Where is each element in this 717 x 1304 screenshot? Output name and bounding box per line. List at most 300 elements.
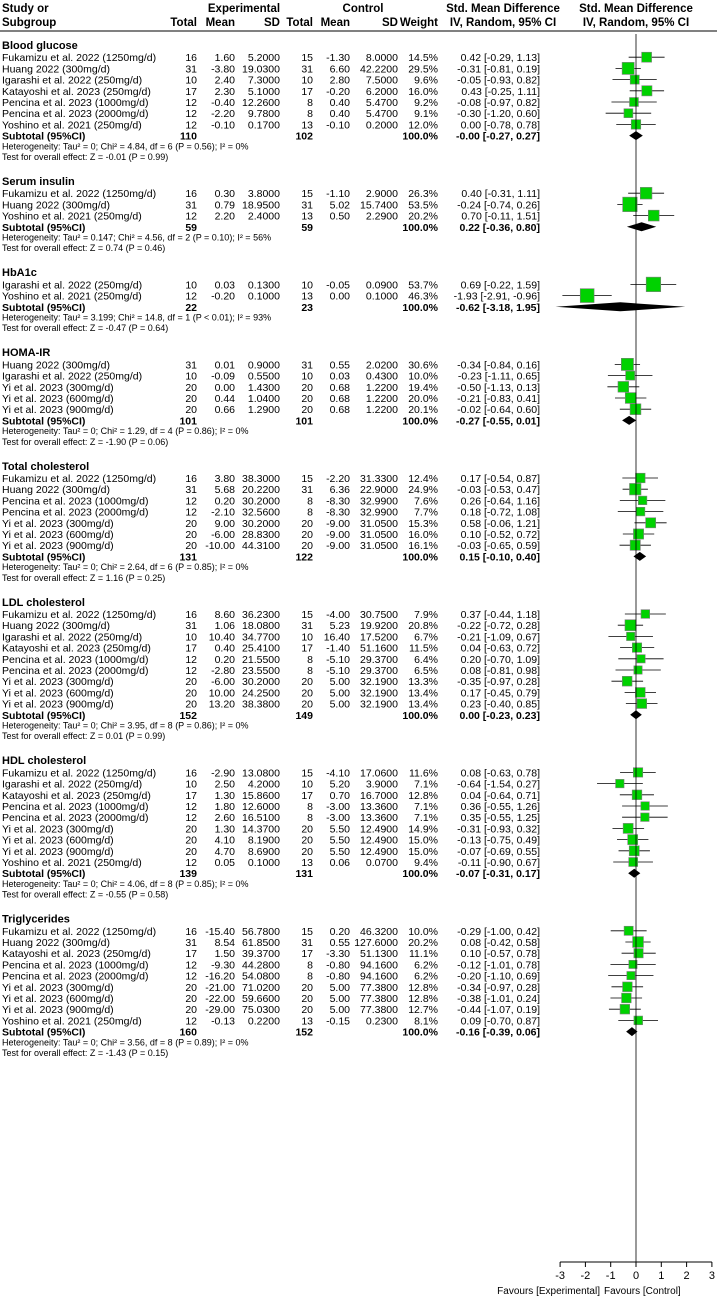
smd-ci-text: 0.23 [-0.40, 0.85] [460, 698, 540, 711]
subtotal-ci-text: -0.00 [-0.27, 0.27] [455, 130, 540, 143]
ctl-mean: 5.50 [329, 834, 350, 847]
ctl-sd: 17.5200 [360, 631, 398, 644]
point-estimate-marker [634, 666, 642, 674]
header-method-plot: IV, Random, 95% CI [582, 17, 690, 29]
smd-ci-text: 0.08 [-0.42, 0.58] [460, 937, 540, 949]
ctl-total: 20 [301, 381, 313, 394]
exp-mean: 0.05 [214, 857, 235, 869]
subtotal-ctl-total: 102 [295, 130, 313, 143]
exp-sd: 0.1000 [247, 290, 280, 303]
tick-label: -2 [580, 1270, 591, 1282]
study-label: Katayoshi et al. 2023 (250mg/d) [2, 85, 151, 98]
study-label: Yi et al. 2023 (900mg/d) [2, 540, 114, 553]
ctl-mean: 0.00 [329, 290, 350, 303]
exp-total: 10 [185, 778, 197, 791]
subtotal-ctl-total: 23 [301, 301, 313, 314]
ctl-mean: 5.50 [329, 845, 350, 858]
exp-sd: 2.4000 [247, 210, 280, 223]
exp-mean: 0.66 [214, 404, 235, 417]
smd-ci-text: 0.08 [-0.81, 0.98] [460, 665, 540, 677]
study-label: Yi et al. 2023 (300mg/d) [2, 381, 114, 394]
tick-label: 1 [658, 1270, 665, 1282]
ctl-mean: -0.15 [326, 1015, 350, 1028]
point-estimate-marker [641, 610, 650, 619]
exp-total: 12 [185, 108, 197, 121]
smd-ci-text: 0.10 [-0.57, 0.78] [460, 948, 540, 961]
weight: 9.2% [414, 97, 438, 109]
study-label: Yi et al. 2023 (600mg/d) [2, 687, 114, 700]
exp-mean: 8.54 [214, 937, 235, 949]
subgroup-title: Total cholesterol [2, 460, 90, 473]
subgroup-block [2, 347, 652, 447]
exp-total: 17 [185, 789, 197, 802]
smd-ci-text: -0.64 [-1.54, 0.27] [457, 778, 540, 791]
exp-total: 20 [185, 981, 197, 994]
exp-mean: 13.20 [208, 698, 235, 711]
overall-effect-note: Test for overall effect: Z = -0.55 (P = 0.58) [2, 889, 169, 900]
weight: 16.0% [408, 529, 438, 541]
exp-mean: -3.80 [211, 63, 235, 76]
ctl-mean: 0.68 [329, 381, 350, 394]
exp-mean: 2.50 [214, 778, 235, 791]
exp-total: 20 [185, 540, 197, 553]
study-row [2, 483, 648, 496]
weight: 10.0% [408, 370, 438, 383]
weight: 15.3% [408, 517, 438, 530]
weight: 16.0% [408, 85, 438, 98]
ctl-mean: -4.00 [326, 609, 350, 621]
study-label: Yi et al. 2023 (900mg/d) [2, 845, 114, 858]
ctl-total: 13 [301, 210, 313, 223]
ctl-total: 20 [301, 517, 313, 530]
ctl-sd: 13.3600 [360, 801, 398, 813]
ctl-total: 8 [307, 801, 313, 813]
ctl-total: 8 [307, 506, 313, 519]
ctl-total: 17 [301, 789, 313, 802]
study-label: Pencina et al. 2023 (1000mg/d) [2, 495, 149, 508]
ctl-sd: 94.1600 [360, 970, 398, 983]
header-subgroup: Subgroup [2, 17, 57, 29]
study-row [2, 779, 643, 791]
favours-control-label: Favours [Control] [604, 1286, 681, 1297]
study-label: Yoshino et al. 2021 (250mg/d) [2, 1015, 142, 1028]
study-label: Yi et al. 2023 (300mg/d) [2, 981, 114, 994]
ctl-mean: 5.23 [329, 620, 350, 633]
ctl-sd: 1.2200 [365, 393, 398, 405]
exp-total: 12 [185, 801, 197, 813]
exp-total: 10 [185, 279, 197, 292]
subgroup-block [2, 40, 665, 162]
weight: 8.1% [414, 1015, 438, 1028]
study-row [2, 393, 646, 405]
point-estimate-marker [633, 529, 643, 539]
study-row [2, 210, 674, 222]
exp-sd: 19.0300 [242, 63, 280, 76]
subgroup-block [2, 176, 674, 253]
point-estimate-marker [637, 655, 645, 663]
subtotal-weight: 100.0% [402, 415, 438, 428]
subgroup-title: Triglycerides [2, 913, 70, 926]
exp-sd: 75.0300 [242, 1004, 280, 1017]
exp-total: 16 [185, 52, 197, 65]
weight: 20.0% [408, 393, 438, 405]
smd-ci-text: -0.02 [-0.64, 0.60] [457, 404, 540, 417]
study-row [2, 1015, 658, 1027]
point-estimate-marker [641, 813, 649, 821]
ctl-sd: 19.9200 [360, 620, 398, 633]
smd-ci-text: -1.93 [-2.91, -0.96] [453, 290, 540, 303]
exp-total: 31 [185, 484, 197, 497]
exp-mean: 1.80 [214, 801, 235, 813]
exp-sd: 25.4100 [242, 642, 280, 655]
subtotal-exp-total: 160 [179, 1026, 197, 1039]
header-method-table: IV, Random, 95% CI [449, 17, 557, 29]
heterogeneity-note: Heterogeneity: Tau² = 0; Chi² = 4.84, df = 6 (P = 0.56); I² = 0% [2, 141, 249, 152]
study-row [2, 518, 667, 530]
subtotal-exp-total: 110 [180, 130, 197, 143]
study-label: Igarashi et al. 2022 (250mg/d) [2, 74, 143, 87]
ctl-total: 20 [301, 687, 313, 700]
ctl-mean: -8.30 [326, 495, 350, 508]
weight: 13.4% [408, 698, 438, 711]
exp-mean: 0.79 [214, 199, 235, 212]
exp-sd: 0.5500 [247, 370, 280, 383]
ctl-mean: 5.00 [329, 993, 350, 1005]
exp-mean: 1.50 [214, 948, 235, 961]
exp-total: 12 [185, 1015, 197, 1028]
study-label: Huang 2022 (300mg/d) [2, 937, 110, 949]
header-study: Study or [2, 3, 49, 15]
point-estimate-marker [618, 381, 629, 392]
weight: 24.9% [408, 484, 438, 497]
ctl-sd: 16.7000 [360, 789, 398, 802]
ctl-sd: 32.1900 [360, 687, 398, 700]
smd-ci-text: 0.10 [-0.52, 0.72] [460, 529, 540, 541]
exp-mean: 10.00 [208, 687, 235, 700]
smd-ci-text: 0.43 [-0.25, 1.11] [461, 85, 540, 98]
ctl-sd: 94.1600 [360, 959, 398, 972]
ctl-total: 8 [307, 959, 313, 972]
ctl-sd: 0.4300 [365, 370, 398, 383]
exp-total: 10 [185, 74, 197, 87]
point-estimate-marker [637, 699, 647, 709]
study-row [2, 540, 651, 552]
exp-total: 20 [185, 381, 197, 394]
table-header [0, 3, 717, 31]
exp-total: 12 [185, 506, 197, 519]
exp-sd: 3.8000 [247, 188, 280, 201]
heterogeneity-note: Heterogeneity: Tau² = 3.199; Chi² = 14.8, df = 1 (P < 0.01); I² = 93% [2, 312, 272, 323]
subtotal-ci-text: 0.00 [-0.23, 0.23] [459, 709, 540, 722]
exp-mean: -10.00 [205, 540, 235, 553]
smd-ci-text: -0.03 [-0.53, 0.47] [457, 484, 540, 497]
study-label: Pencina et al. 2023 (2000mg/d) [2, 970, 149, 983]
subtotal-ctl-total: 131 [295, 868, 313, 881]
ctl-total: 17 [301, 948, 313, 961]
weight: 6.2% [414, 970, 438, 983]
ctl-mean: -1.10 [326, 188, 350, 201]
exp-sd: 59.6600 [242, 993, 280, 1005]
exp-sd: 20.2200 [242, 484, 280, 497]
subtotal-ci-text: -0.16 [-0.39, 0.06] [455, 1026, 540, 1039]
weight: 53.5% [408, 199, 438, 212]
subtotal-ci-text: -0.07 [-0.31, 0.17] [455, 868, 540, 881]
study-row [2, 982, 643, 994]
ctl-mean: 5.00 [329, 687, 350, 700]
subtotal-ctl-total: 101 [295, 415, 313, 428]
ctl-total: 20 [301, 676, 313, 689]
weight: 12.0% [408, 119, 438, 132]
exp-sd: 1.4300 [247, 381, 280, 394]
smd-ci-text: -0.30 [-1.20, 0.60] [457, 108, 540, 121]
ctl-sd: 77.3800 [360, 981, 398, 994]
ctl-mean: -8.30 [326, 506, 350, 519]
study-label: Yoshino et al. 2021 (250mg/d) [2, 210, 142, 223]
weight: 11.6% [409, 767, 438, 780]
exp-mean: 5.68 [214, 484, 235, 497]
study-row [2, 187, 664, 200]
study-label: Pencina et al. 2023 (2000mg/d) [2, 108, 149, 121]
point-estimate-marker [634, 949, 643, 958]
point-estimate-marker [642, 52, 652, 62]
exp-mean: 0.20 [214, 495, 235, 508]
subtotal-weight: 100.0% [402, 551, 438, 564]
exp-mean: -2.90 [211, 767, 235, 780]
subtotal-exp-total: 152 [179, 709, 197, 722]
subgroup-block [2, 597, 666, 741]
smd-ci-text: -0.31 [-0.81, 0.19] [457, 63, 540, 76]
ctl-mean: 0.06 [329, 857, 350, 869]
exp-mean: -15.40 [205, 925, 235, 938]
study-label: Yi et al. 2023 (900mg/d) [2, 698, 114, 711]
header-experimental: Experimental [207, 3, 281, 15]
ctl-sd: 2.0200 [365, 359, 398, 372]
ctl-mean: -3.00 [326, 812, 350, 825]
exp-total: 12 [185, 812, 197, 825]
smd-ci-text: 0.04 [-0.63, 0.72] [460, 642, 540, 655]
weight: 6.2% [414, 959, 438, 972]
point-estimate-marker [627, 971, 635, 979]
smd-ci-text: -0.08 [-0.97, 0.82] [457, 97, 540, 109]
study-row [2, 495, 665, 507]
smd-ci-text: 0.18 [-0.72, 1.08] [460, 506, 540, 519]
study-row [2, 676, 643, 688]
exp-mean: 2.30 [214, 85, 235, 98]
smd-ci-text: 0.36 [-0.55, 1.26] [460, 801, 540, 813]
ctl-sd: 32.1900 [360, 676, 398, 689]
smd-ci-text: -0.03 [-0.65, 0.59] [457, 540, 540, 553]
study-row [2, 86, 664, 98]
study-row [2, 119, 656, 131]
exp-mean: 0.30 [214, 188, 235, 201]
ctl-mean: 0.70 [329, 789, 350, 802]
study-row [2, 75, 657, 87]
study-label: Katayoshi et al. 2023 (250mg/d) [2, 789, 151, 802]
point-estimate-marker [634, 1016, 643, 1025]
subgroup-block [2, 755, 668, 899]
point-estimate-marker [622, 62, 634, 74]
study-row [2, 926, 647, 938]
forest-rows [2, 40, 685, 1058]
ctl-total: 20 [301, 993, 313, 1005]
point-estimate-marker [629, 846, 639, 856]
smd-ci-text: 0.35 [-0.55, 1.25] [460, 812, 540, 825]
exp-mean: 0.40 [214, 642, 235, 655]
study-row [2, 643, 654, 655]
heterogeneity-note: Heterogeneity: Tau² = 0; Chi² = 2.64, df = 6 (P = 0.85); I² = 0% [2, 562, 249, 573]
ctl-sd: 17.0600 [360, 767, 398, 780]
ctl-total: 17 [301, 642, 313, 655]
ctl-sd: 0.0700 [365, 857, 398, 869]
subtotal-ci-text: 0.15 [-0.10, 0.40] [459, 551, 540, 564]
smd-ci-text: -0.34 [-0.84, 0.16] [457, 359, 540, 372]
exp-mean: 1.30 [214, 823, 235, 836]
point-estimate-marker [641, 802, 649, 810]
ctl-sd: 5.4700 [365, 108, 398, 121]
ctl-sd: 0.2000 [365, 119, 398, 132]
study-row [2, 197, 643, 212]
ctl-mean: 6.60 [329, 63, 350, 76]
ctl-sd: 51.1300 [360, 948, 398, 961]
study-label: Pencina et al. 2023 (1000mg/d) [2, 959, 149, 972]
study-label: Pencina et al. 2023 (2000mg/d) [2, 506, 149, 519]
point-estimate-marker [630, 98, 639, 107]
overall-effect-note: Test for overall effect: Z = -0.47 (P = 0.64) [2, 323, 169, 334]
ctl-sd: 3.9000 [365, 778, 398, 791]
ctl-sd: 7.5000 [365, 74, 398, 87]
smd-ci-text: -0.35 [-0.97, 0.28] [457, 676, 540, 689]
ctl-mean: 5.00 [329, 676, 350, 689]
study-label: Yi et al. 2023 (900mg/d) [2, 1004, 114, 1017]
ctl-total: 8 [307, 970, 313, 983]
header-ctl-mean: Mean [320, 17, 350, 29]
subgroup-block [2, 461, 667, 583]
point-estimate-marker [629, 483, 640, 494]
ctl-mean: 0.55 [329, 359, 350, 372]
smd-ci-text: 0.04 [-0.64, 0.71] [460, 789, 540, 802]
exp-mean: -2.10 [211, 506, 235, 519]
exp-mean: 2.20 [214, 210, 235, 223]
ctl-mean: 5.50 [329, 823, 350, 836]
study-label: Yoshino et al. 2021 (250mg/d) [2, 290, 142, 303]
pooled-diamond [556, 302, 686, 311]
header-weight: Weight [399, 17, 438, 29]
study-row [2, 948, 656, 960]
ctl-mean: -0.10 [326, 119, 350, 132]
exp-total: 17 [185, 642, 197, 655]
ctl-mean: -2.20 [326, 473, 350, 485]
subtotal-ctl-total: 122 [295, 551, 313, 564]
weight: 20.2% [408, 210, 438, 223]
weight: 12.8% [408, 789, 438, 802]
ctl-sd: 5.4700 [365, 97, 398, 109]
exp-sd: 5.2000 [247, 52, 280, 65]
study-label: Huang 2022 (300mg/d) [2, 484, 110, 497]
exp-total: 20 [185, 529, 197, 541]
exp-total: 12 [185, 959, 197, 972]
ctl-total: 15 [301, 473, 313, 485]
exp-sd: 24.2500 [242, 687, 280, 700]
ctl-mean: -1.30 [326, 52, 350, 65]
smd-ci-text: -0.11 [-0.90, 0.67] [457, 857, 540, 869]
ctl-mean: 0.55 [329, 937, 350, 949]
weight: 6.7% [414, 631, 438, 644]
smd-ci-text: -0.34 [-0.97, 0.28] [457, 981, 540, 994]
study-row [2, 358, 640, 371]
study-row [2, 108, 651, 120]
ctl-sd: 127.6000 [354, 937, 398, 949]
study-label: Yi et al. 2023 (300mg/d) [2, 676, 114, 689]
ctl-sd: 0.2300 [365, 1015, 398, 1028]
exp-total: 31 [185, 620, 197, 633]
exp-mean: 2.60 [214, 812, 235, 825]
weight: 11.1% [409, 948, 438, 961]
point-estimate-marker [622, 993, 632, 1003]
smd-ci-text: -0.23 [-1.11, 0.65] [457, 370, 540, 383]
heterogeneity-note: Heterogeneity: Tau² = 0; Chi² = 3.95, df = 8 (P = 0.86); I² = 0% [2, 720, 249, 731]
exp-total: 20 [185, 845, 197, 858]
exp-sd: 0.1000 [247, 857, 280, 869]
ctl-sd: 29.3700 [360, 653, 398, 666]
exp-total: 31 [185, 937, 197, 949]
ctl-total: 20 [301, 540, 313, 553]
smd-ci-text: -0.22 [-0.72, 0.28] [457, 620, 540, 633]
smd-ci-text: 0.26 [-0.64, 1.16] [460, 495, 540, 508]
exp-mean: -0.40 [211, 97, 235, 109]
exp-total: 12 [185, 290, 197, 303]
exp-mean: 10.40 [208, 631, 235, 644]
study-row [2, 62, 641, 75]
exp-mean: 8.60 [214, 609, 235, 621]
pooled-diamond [633, 552, 646, 561]
ctl-total: 31 [301, 620, 313, 633]
pooled-diamond [628, 869, 640, 878]
exp-sd: 56.7800 [242, 925, 280, 938]
study-row [2, 846, 650, 858]
study-label: Pencina et al. 2023 (2000mg/d) [2, 665, 149, 677]
weight: 15.0% [408, 845, 438, 858]
ctl-sd: 0.0900 [365, 279, 398, 292]
exp-sd: 14.3700 [242, 823, 280, 836]
ctl-total: 15 [301, 767, 313, 780]
exp-mean: 0.00 [214, 381, 235, 394]
study-label: Igarashi et al. 2022 (250mg/d) [2, 631, 143, 644]
exp-sd: 30.2000 [242, 676, 280, 689]
exp-sd: 0.9000 [247, 359, 280, 372]
ctl-sd: 51.1600 [360, 642, 398, 655]
exp-sd: 12.6000 [242, 801, 280, 813]
weight: 11.5% [409, 642, 438, 655]
ctl-mean: 6.36 [329, 484, 350, 497]
ctl-total: 15 [301, 52, 313, 65]
study-label: Fukamizu et al. 2022 (1250mg/d) [2, 609, 157, 621]
point-estimate-marker [580, 289, 594, 303]
study-row [2, 473, 658, 485]
weight: 14.9% [408, 823, 438, 836]
smd-ci-text: 0.09 [-0.70, 0.87] [460, 1015, 540, 1028]
weight: 15.0% [408, 834, 438, 847]
header-exp-total: Total [170, 17, 197, 29]
point-estimate-marker [626, 371, 635, 380]
header-control: Control [342, 3, 384, 15]
exp-total: 12 [185, 857, 197, 869]
exp-sd: 36.2300 [242, 609, 280, 621]
ctl-mean: -9.00 [326, 529, 350, 541]
exp-sd: 15.8600 [242, 789, 280, 802]
point-estimate-marker [630, 540, 640, 550]
exp-sd: 5.1000 [247, 85, 280, 98]
exp-total: 12 [185, 119, 197, 132]
